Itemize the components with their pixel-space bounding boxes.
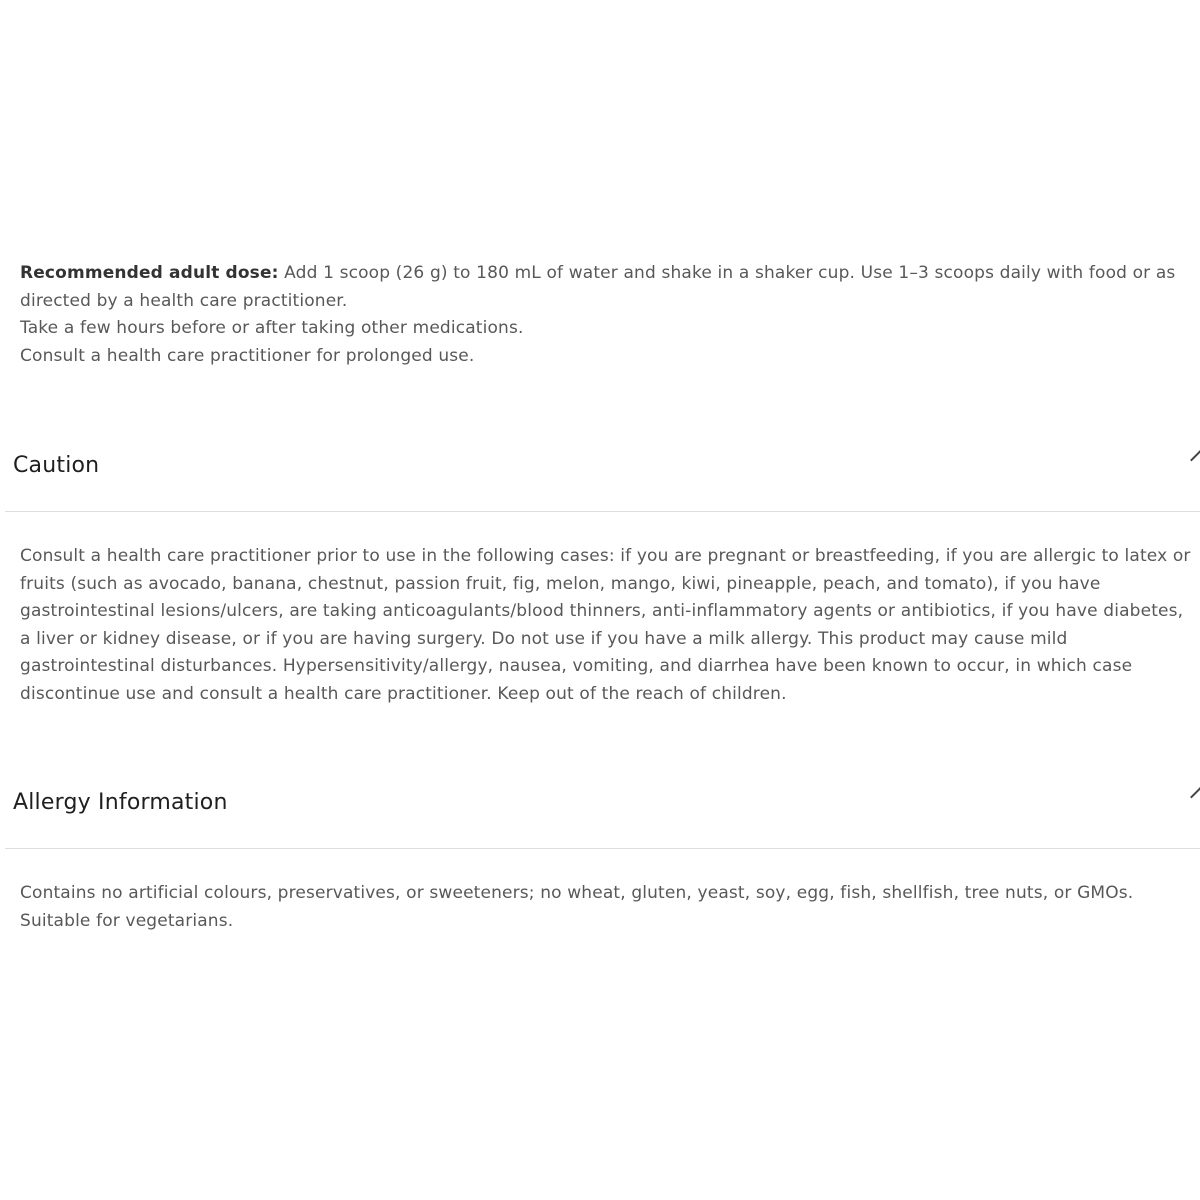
dosage-section [20, 260, 1194, 370]
dosage-prolonged-use-note: Consult a health care practitioner for prolonged use. [20, 345, 475, 366]
allergy-text: Contains no artificial colours, preservatives, or sweeteners; no wheat, gluten, yeast, soy, egg, fish, shellfish, tree nuts, or GMOs. Suitable for vegetarians. [20, 883, 1134, 931]
chevron-up-icon[interactable] [1190, 450, 1200, 470]
dosage-medication-note: Take a few hours before or after taking other medications. [20, 318, 524, 338]
dosage-label: Recommended adult dose: [20, 263, 279, 283]
caution-accordion-header[interactable] [5, 441, 1200, 512]
dosage-instructions [20, 260, 1194, 315]
allergy-body [20, 880, 1194, 935]
allergy-accordion-header[interactable] [5, 778, 1200, 849]
caution-title: Caution [13, 453, 100, 478]
allergy-title: Allergy Information [13, 790, 228, 815]
caution-body [20, 543, 1194, 708]
chevron-up-icon[interactable] [1190, 787, 1200, 807]
caution-text: Consult a health care practitioner prior to use in the following cases: if you are pregnant or breastfeeding, if you are allergic to latex or fruits (such as avocado, banana, chestnut, passion fruit, fig, melon, mango, kiwi, pineapple, peach, and tomato), if you have gastrointestinal lesions/ulcers, are taking anticoagulants/blood thinners, anti-inflammatory agents or antibiotics, if you have diabetes, a liver or kidney disease, or if you are having surgery. Do not use if you have a milk allergy. This product may cause mild gastrointestinal disturbances. Hypersensitivity/allergy, nausea, vomiting, and diarrhea have been known to occur, in which case discontinue use and consult a health care practitioner. Keep out of the reach of children. [20, 546, 1191, 704]
dosage-text: Add 1 scoop (26 g) to 180 mL of water and shake in a shaker cup. Use 1–3 scoops daily with food or as directed by a health care practitioner. [20, 263, 1176, 311]
